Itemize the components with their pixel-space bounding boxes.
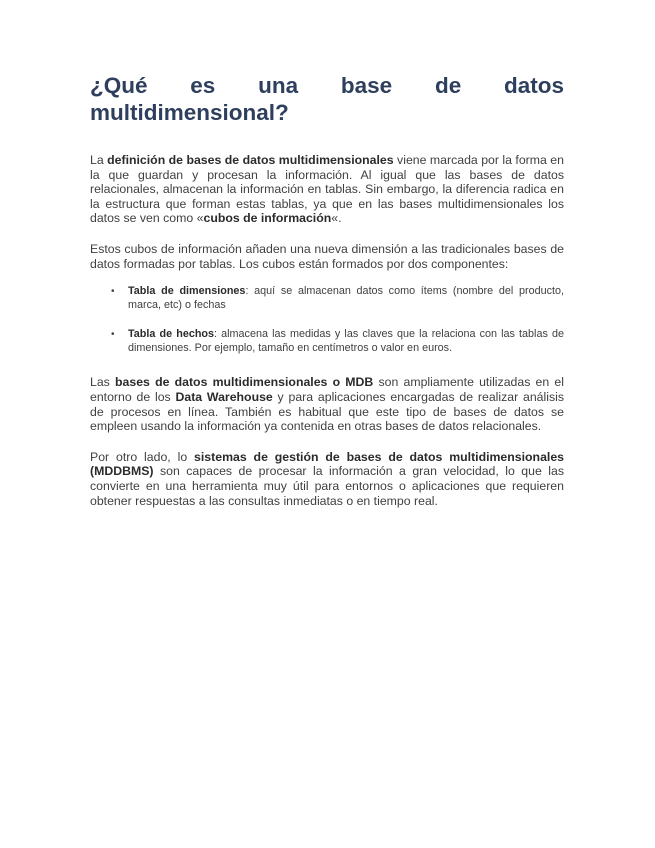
list-item — [90, 285, 564, 313]
paragraph-text: son ampliamente utilizadas en el entorno de los — [90, 375, 564, 404]
paragraph-cubes: Estos cubos de información añaden una nueva dimensión a las tradicionales bases de datos formadas por tablas. Los cubos están formados por dos componentes: — [90, 241, 564, 271]
paragraph-text: Las — [90, 375, 116, 390]
list-item — [90, 328, 564, 356]
paragraph-text: y para aplicaciones encargadas de realizar análisis de procesos en línea. También es habitual que este tipo de bases de datos se empleen usando la información ya contenida en otras bases de datos relacionales. — [90, 389, 565, 434]
page-title-line-2: multidimensional? — [90, 100, 289, 125]
list-item-term: Tabla de dimensiones — [128, 285, 246, 298]
bold-term: sistemas de gestión de bases de datos multidimensionales (MDDBMS) — [90, 449, 564, 479]
bold-term: definición de bases de datos multidimensionales — [107, 153, 394, 167]
list-item-term: Tabla de hechos — [128, 327, 215, 340]
bold-term: cubos de información — [203, 211, 332, 226]
page-title-line-1: ¿Qué es una base de datos — [90, 73, 564, 98]
list-item-text: : aquí se almacenan datos como ítems (nombre del producto, marca, etc) o fechas — [128, 285, 564, 311]
paragraph-mddbms — [90, 450, 564, 508]
paragraph-text: La — [90, 153, 108, 167]
paragraph-mdb — [90, 375, 564, 433]
paragraph-definition — [90, 153, 564, 226]
page-title — [90, 72, 564, 126]
paragraph-text: «. — [331, 211, 342, 226]
components-list — [90, 285, 564, 355]
paragraph-text: son capaces de procesar la información a gran velocidad, lo que las convierte en una herramienta muy útil para entornos o aplicaciones que requieren obtener respuestas a las consultas inmediatas o en tiempo real. — [90, 464, 564, 508]
list-item-text: : almacena las medidas y las claves que la relaciona con las tablas de dimensiones. Por ejemplo, tamaño en centímetros o valor en euros. — [128, 327, 564, 354]
bold-term: Data Warehouse — [175, 389, 273, 404]
paragraph-text: Por otro lado, lo — [90, 449, 195, 464]
bullet-icon: • — [111, 286, 115, 298]
bold-term: bases de datos multidimensionales o MDB — [115, 375, 374, 390]
bullet-icon: • — [111, 328, 115, 340]
document-page — [90, 72, 564, 508]
paragraph-text: viene marcada por la forma en la que guardan y procesan la información. Al igual que las bases de datos relacionales, almacenan la información en tablas. Sin embargo, la diferencia radica en la estructura que forman estas tablas, ya que en las bases multidimensionales los datos se ven como « — [90, 153, 564, 226]
